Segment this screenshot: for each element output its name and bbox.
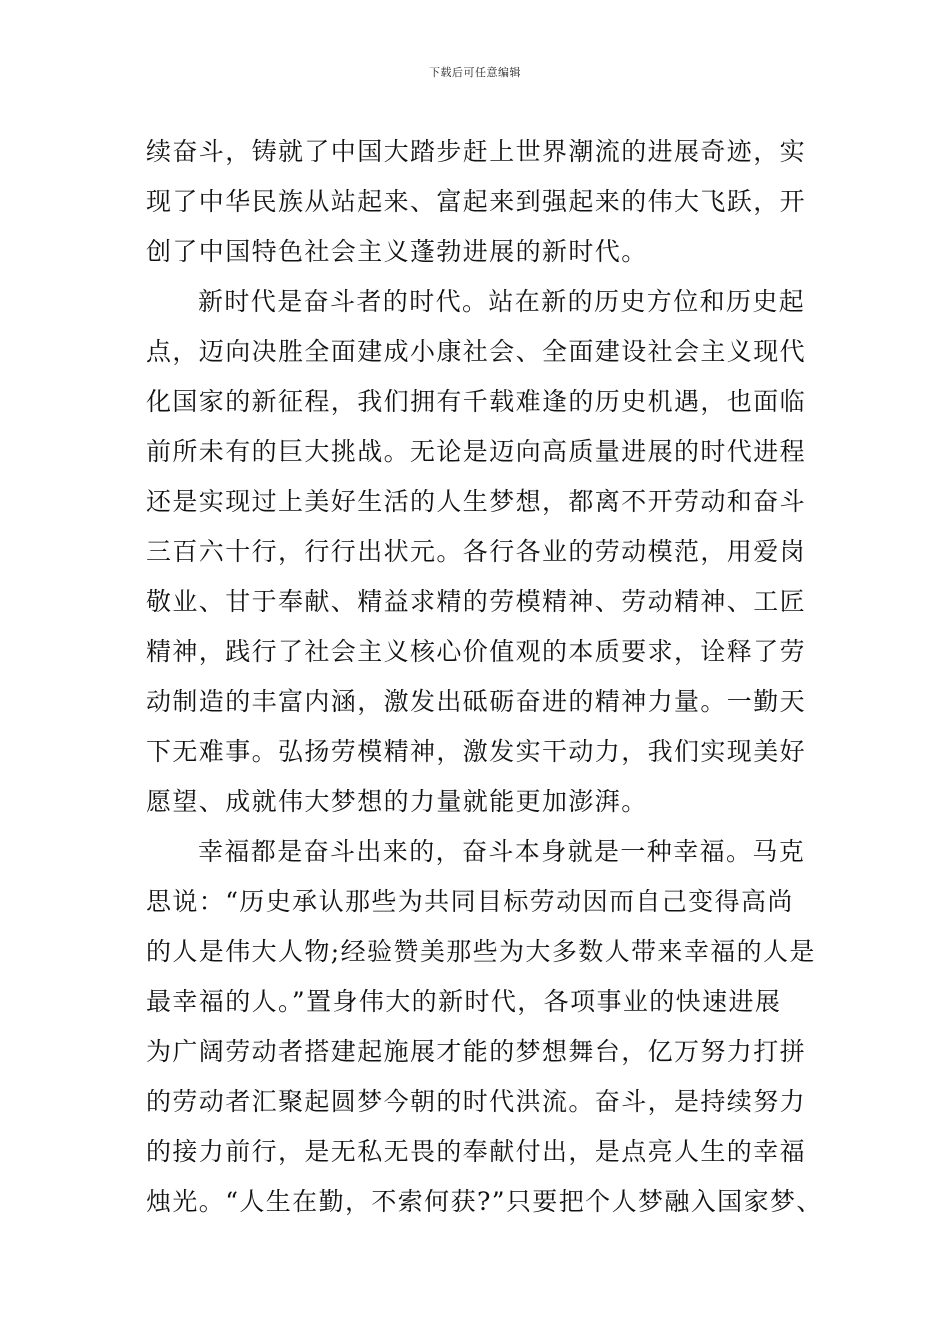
text-line-22: 烛光。“人生在勤，不索何获?”只要把个人梦融入国家梦、	[146, 1187, 823, 1216]
text-line-19: 为广阔劳动者搭建起施展才能的梦想舞台，亿万努力打拼	[146, 1037, 807, 1066]
text-line-6: 化国家的新征程，我们拥有千载难逢的历史机遇，也面临	[146, 387, 807, 416]
text-line-21: 的接力前行，是无私无畏的奉献付出，是点亮人生的幸福	[146, 1137, 807, 1166]
text-line-8: 还是实现过上美好生活的人生梦想，都离不开劳动和奋斗	[146, 487, 807, 516]
text-line-14: 愿望、成就伟大梦想的力量就能更加澎湃。	[146, 787, 648, 816]
text-line-17: 的人是伟大人物;经验赞美那些为大多数人带来幸福的人是	[146, 937, 816, 966]
text-line-3: 创了中国特色社会主义蓬勃进展的新时代。	[146, 237, 648, 266]
document-body	[146, 127, 826, 1227]
text-line-15: 幸福都是奋斗出来的，奋斗本身就是一种幸福。马克	[198, 837, 806, 866]
text-line-13: 下无难事。弘扬劳模精神，激发实干动力，我们实现美好	[146, 737, 807, 766]
text-line-20: 的劳动者汇聚起圆梦今朝的时代洪流。奋斗，是持续努力	[146, 1087, 807, 1116]
text-line-18: 最幸福的人。”置身伟大的新时代，各项事业的快速进展	[146, 987, 782, 1016]
text-line-11: 精神，践行了社会主义核心价值观的本质要求，诠释了劳	[146, 637, 807, 666]
text-line-10: 敬业、甘于奉献、精益求精的劳模精神、劳动精神、工匠	[146, 587, 807, 616]
text-line-16: 思说：“历史承认那些为共同目标劳动因而自己变得高尚	[146, 887, 794, 916]
text-line-4: 新时代是奋斗者的时代。站在新的历史方位和历史起	[198, 287, 806, 316]
text-line-7: 前所未有的巨大挑战。无论是迈向高质量进展的时代进程	[146, 437, 807, 466]
text-line-9: 三百六十行，行行出状元。各行各业的劳动模范，用爱岗	[146, 537, 807, 566]
page-header: 下载后可任意编辑	[429, 66, 521, 79]
text-line-5: 点，迈向决胜全面建成小康社会、全面建设社会主义现代	[146, 337, 807, 366]
text-line-12: 动制造的丰富内涵，激发出砥砺奋进的精神力量。一勤天	[146, 687, 807, 716]
text-line-2: 现了中华民族从站起来、富起来到强起来的伟大飞跃，开	[146, 187, 807, 216]
text-line-1: 续奋斗，铸就了中国大踏步赶上世界潮流的进展奇迹，实	[146, 137, 807, 166]
